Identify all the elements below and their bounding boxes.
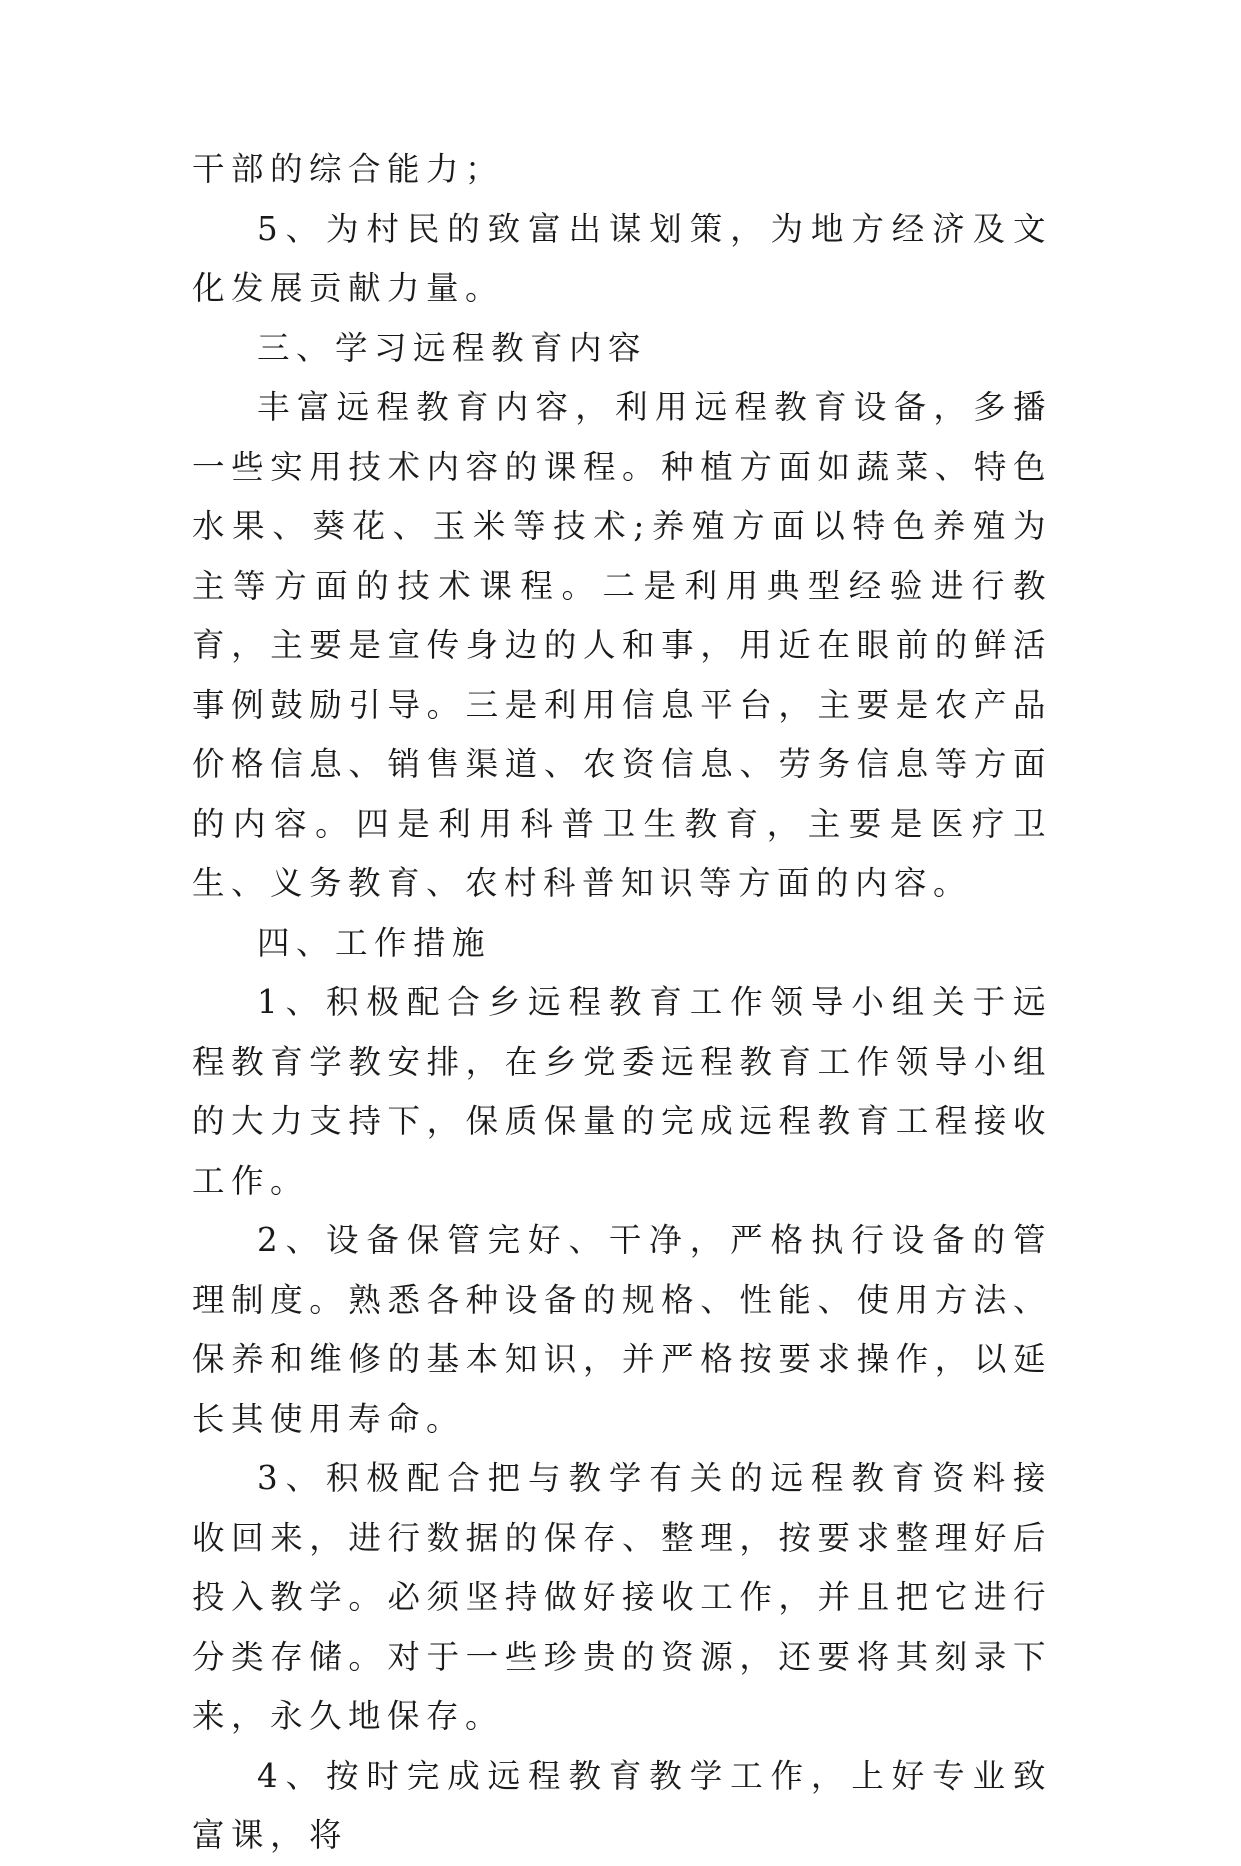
section-heading-4: 四、工作措施 [257, 923, 492, 962]
paragraph-measure-1: 1、积极配合乡远程教育工作领导小组关于远程教育学教安排，在乡党委远程教育工作领导小组的大力支持下，保质保量的完成远程教育工程接收工作。 [192, 983, 1052, 1200]
paragraph-education-content: 丰富远程教育内容，利用远程教育设备，多播一些实用技术内容的课程。种植方面如蔬菜、特色水果、葵花、玉米等技术;养殖方面以特色养殖为主等方面的技术课程。二是利用典型经验进行教育，主要是宣传身边的人和事，用近在眼前的鲜活事例鼓励引导。三是利用信息平台，主要是农产品价格信息、销售渠道、农资信息、劳务信息等方面的内容。四是利用科普卫生教育，主要是医疗卫生、义务教育、农村科普知识等方面的内容。 [192, 388, 1052, 902]
paragraph-measure-4: 4、按时完成远程教育教学工作，上好专业致富课，将 [192, 1756, 1052, 1854]
paragraph-measure-3: 3、积极配合把与教学有关的远程教育资料接收回来，进行数据的保存、整理，按要求整理好后投入教学。必须坚持做好接收工作，并且把它进行分类存储。对于一些珍贵的资源，还要将其刻录下来，永久地保存。 [192, 1459, 1052, 1735]
paragraph-measure-2: 2、设备保管完好、干净，严格执行设备的管理制度。熟悉各种设备的规格、性能、使用方法、保养和维修的基本知识，并严格按要求操作，以延长其使用寿命。 [192, 1221, 1052, 1438]
section-heading-3: 三、学习远程教育内容 [257, 328, 648, 367]
paragraph-item-5: 5、为村民的致富出谋划策，为地方经济及文化发展贡献力量。 [192, 209, 1052, 307]
document-page [192, 140, 1052, 1866]
paragraph-continuation: 干部的综合能力； [192, 150, 505, 188]
